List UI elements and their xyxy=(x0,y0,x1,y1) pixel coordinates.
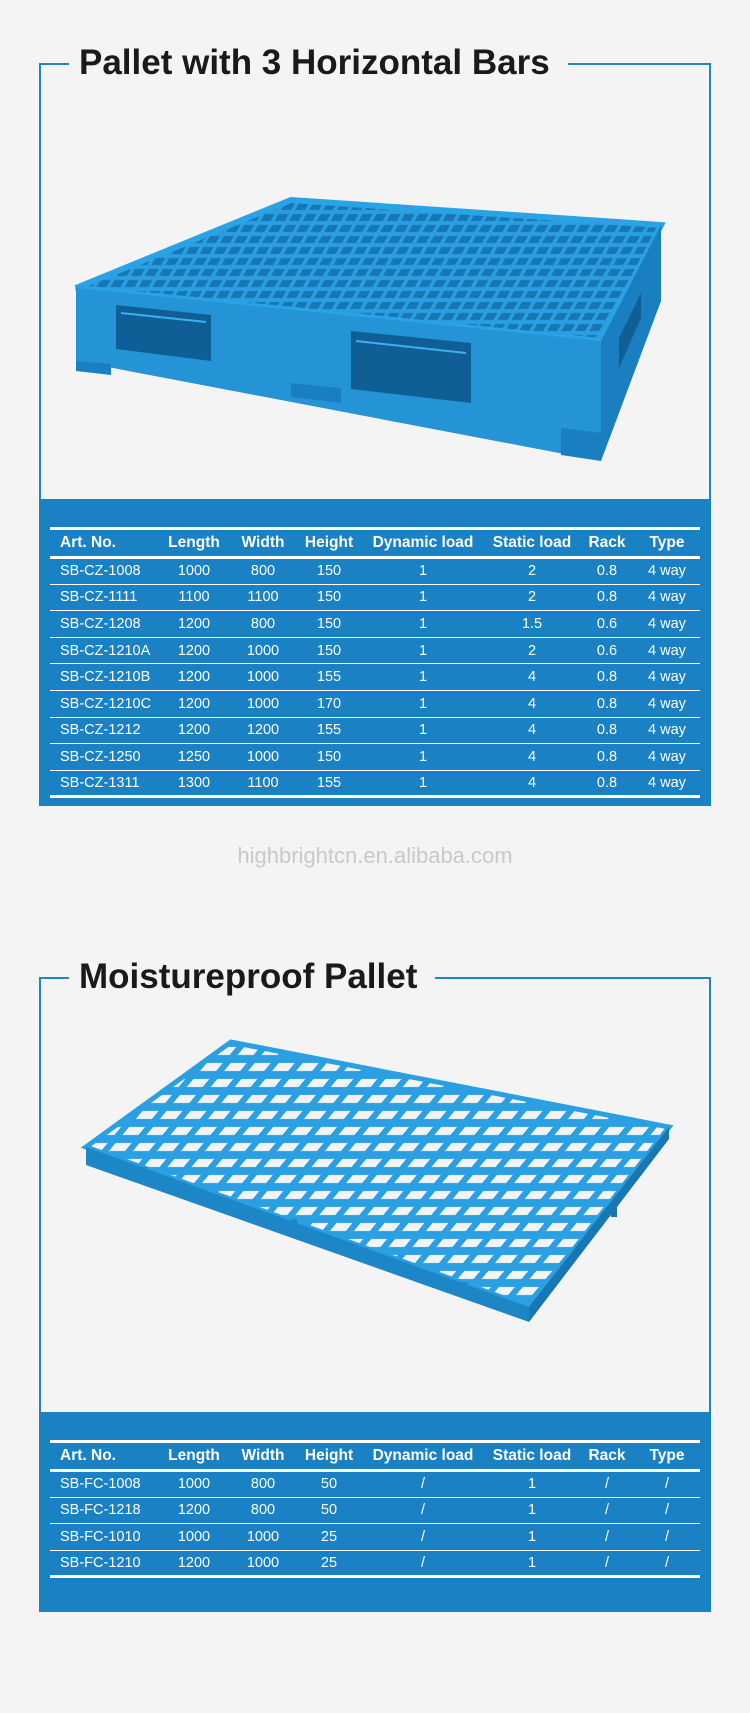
cell: 4 way xyxy=(634,584,700,611)
cell: 1200 xyxy=(158,717,230,744)
table-row xyxy=(50,664,700,691)
cell: 0.8 xyxy=(580,558,634,585)
col-length: Length xyxy=(168,1447,220,1464)
cell: / xyxy=(362,1524,484,1551)
table-row xyxy=(50,690,700,717)
cell: 0.8 xyxy=(580,744,634,771)
spec-table-panel xyxy=(39,499,711,806)
cell: SB-CZ-1008 xyxy=(50,558,158,585)
cell: / xyxy=(580,1497,634,1524)
cell: 800 xyxy=(230,1471,296,1498)
cell: 4 way xyxy=(634,770,700,797)
cell: 150 xyxy=(296,637,362,664)
cell: 1000 xyxy=(230,637,296,664)
cell: 1100 xyxy=(230,770,296,797)
cell: 0.8 xyxy=(580,690,634,717)
table-header-row xyxy=(50,1442,700,1471)
col-static-load: Static load xyxy=(492,534,572,551)
cell: SB-FC-1218 xyxy=(50,1497,158,1524)
table-row xyxy=(50,1471,700,1498)
cell: 1 xyxy=(484,1550,580,1577)
cell: / xyxy=(580,1471,634,1498)
table-row xyxy=(50,611,700,638)
cell: 800 xyxy=(230,611,296,638)
cell: 1200 xyxy=(158,637,230,664)
table-row xyxy=(50,584,700,611)
cell: 4 way xyxy=(634,558,700,585)
table-row xyxy=(50,717,700,744)
moistureproof-grid-pallet-icon xyxy=(41,1027,709,1357)
col-width: Width xyxy=(241,534,285,551)
cell: 0.8 xyxy=(580,717,634,744)
cell: 155 xyxy=(296,770,362,797)
cell: SB-CZ-1111 xyxy=(50,584,158,611)
cell: / xyxy=(580,1550,634,1577)
blue-plastic-pallet-icon xyxy=(41,113,709,493)
cell: 0.6 xyxy=(580,637,634,664)
col-rack: Rack xyxy=(588,1447,626,1464)
cell: 800 xyxy=(230,558,296,585)
cell: 1000 xyxy=(158,558,230,585)
cell: 4 way xyxy=(634,637,700,664)
cell: 1200 xyxy=(230,717,296,744)
table-row xyxy=(50,637,700,664)
col-height: Height xyxy=(304,534,354,551)
cell: 1 xyxy=(362,584,484,611)
table-row xyxy=(50,1497,700,1524)
table-row xyxy=(50,770,700,797)
cell: 1 xyxy=(362,558,484,585)
cell: SB-FC-1210 xyxy=(50,1550,158,1577)
cell: / xyxy=(362,1497,484,1524)
cell: 1 xyxy=(362,717,484,744)
col-height: Height xyxy=(304,1447,354,1464)
spec-table-panel xyxy=(39,1412,711,1612)
cell: 1100 xyxy=(158,584,230,611)
cell: 1 xyxy=(484,1497,580,1524)
table-header-row xyxy=(50,529,700,558)
cell: 170 xyxy=(296,690,362,717)
cell: 1 xyxy=(484,1471,580,1498)
table-row xyxy=(50,1550,700,1577)
cell: 155 xyxy=(296,664,362,691)
cell: 4 xyxy=(484,770,580,797)
cell: 1200 xyxy=(158,611,230,638)
cell: 2 xyxy=(484,584,580,611)
cell: 1200 xyxy=(158,1550,230,1577)
cell: 1000 xyxy=(230,1524,296,1551)
cell: 4 xyxy=(484,690,580,717)
cell: 150 xyxy=(296,584,362,611)
cell: 1000 xyxy=(230,744,296,771)
col-length: Length xyxy=(168,534,220,551)
cell: 4 xyxy=(484,744,580,771)
col-rack: Rack xyxy=(588,534,626,551)
cell: SB-CZ-1212 xyxy=(50,717,158,744)
cell: SB-CZ-1210C xyxy=(50,690,158,717)
cell: / xyxy=(634,1550,700,1577)
cell: SB-CZ-1210B xyxy=(50,664,158,691)
col-dynamic-load: Dynamic load xyxy=(372,1447,474,1464)
cell: 1000 xyxy=(158,1471,230,1498)
cell: 0.8 xyxy=(580,664,634,691)
col-dynamic-load: Dynamic load xyxy=(372,534,474,551)
cell: 1 xyxy=(484,1524,580,1551)
cell: 1 xyxy=(362,637,484,664)
cell: 1000 xyxy=(158,1524,230,1551)
section-title: Pallet with 3 Horizontal Bars xyxy=(79,43,550,82)
col-art-no: Art. No. xyxy=(60,534,116,551)
cell: 1300 xyxy=(158,770,230,797)
cell: 4 way xyxy=(634,744,700,771)
cell: 2 xyxy=(484,637,580,664)
cell: 150 xyxy=(296,744,362,771)
col-type: Type xyxy=(649,534,685,551)
cell: 25 xyxy=(296,1524,362,1551)
cell: 800 xyxy=(230,1497,296,1524)
cell: 4 way xyxy=(634,717,700,744)
col-static-load: Static load xyxy=(492,1447,572,1464)
cell: 4 way xyxy=(634,664,700,691)
cell: / xyxy=(634,1497,700,1524)
cell: 2 xyxy=(484,558,580,585)
col-type: Type xyxy=(649,1447,685,1464)
cell: / xyxy=(362,1471,484,1498)
cell: 1 xyxy=(362,770,484,797)
cell: SB-CZ-1210A xyxy=(50,637,158,664)
section-title: Moistureproof Pallet xyxy=(79,957,418,996)
cell: 1200 xyxy=(158,690,230,717)
cell: SB-CZ-1250 xyxy=(50,744,158,771)
cell: 0.6 xyxy=(580,611,634,638)
table-row xyxy=(50,1524,700,1551)
cell: 1 xyxy=(362,611,484,638)
col-art-no: Art. No. xyxy=(60,1447,116,1464)
cell: 1000 xyxy=(230,664,296,691)
cell: 1 xyxy=(362,690,484,717)
cell: 4 xyxy=(484,664,580,691)
cell: 25 xyxy=(296,1550,362,1577)
cell: 150 xyxy=(296,558,362,585)
cell: 0.8 xyxy=(580,770,634,797)
spec-table xyxy=(50,1440,700,1578)
cell: / xyxy=(362,1550,484,1577)
cell: 50 xyxy=(296,1471,362,1498)
cell: 1250 xyxy=(158,744,230,771)
watermark: highbrightcn.en.alibaba.com xyxy=(237,843,513,868)
cell: 150 xyxy=(296,611,362,638)
cell: 1100 xyxy=(230,584,296,611)
cell: 1000 xyxy=(230,1550,296,1577)
cell: / xyxy=(634,1471,700,1498)
spec-table xyxy=(50,527,700,798)
cell: / xyxy=(580,1524,634,1551)
cell: SB-CZ-1208 xyxy=(50,611,158,638)
cell: 4 xyxy=(484,717,580,744)
cell: 1200 xyxy=(158,1497,230,1524)
cell: 4 way xyxy=(634,611,700,638)
cell: SB-FC-1010 xyxy=(50,1524,158,1551)
table-row xyxy=(50,744,700,771)
cell: 0.8 xyxy=(580,584,634,611)
cell: 50 xyxy=(296,1497,362,1524)
col-width: Width xyxy=(241,1447,285,1464)
table-row xyxy=(50,558,700,585)
cell: 1200 xyxy=(158,664,230,691)
cell: 155 xyxy=(296,717,362,744)
cell: SB-FC-1008 xyxy=(50,1471,158,1498)
cell: 1 xyxy=(362,664,484,691)
cell: 4 way xyxy=(634,690,700,717)
cell: 1000 xyxy=(230,690,296,717)
cell: 1 xyxy=(362,744,484,771)
cell: SB-CZ-1311 xyxy=(50,770,158,797)
cell: 1.5 xyxy=(484,611,580,638)
cell: / xyxy=(634,1524,700,1551)
